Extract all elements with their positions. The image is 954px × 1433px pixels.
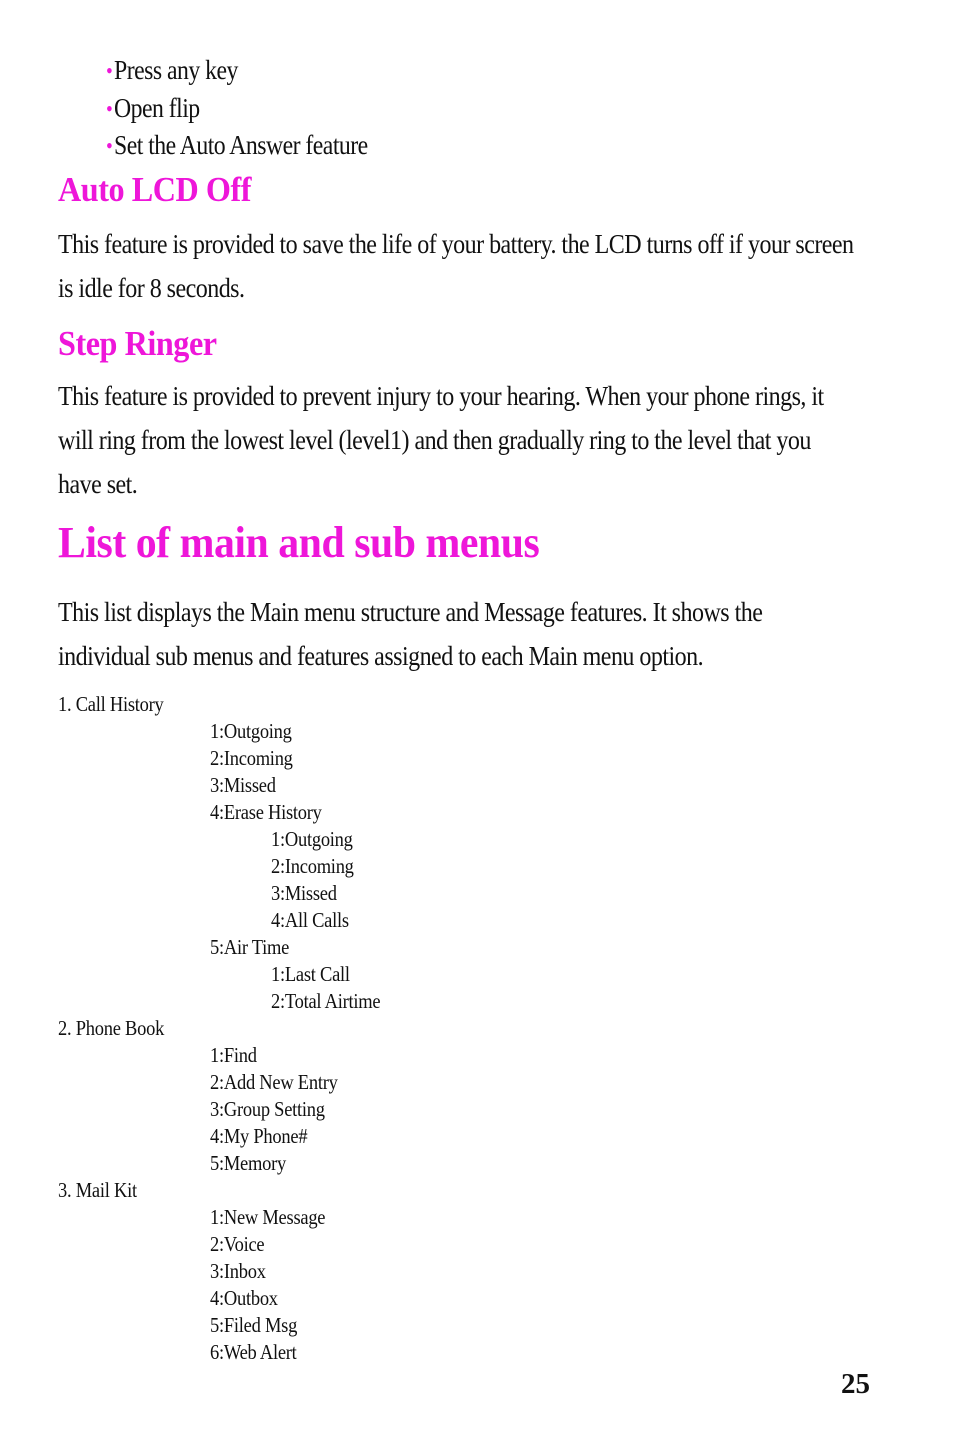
menu-list-heading: List of main and sub menus xyxy=(58,518,540,567)
menu-sub-item: 5:Filed Msg xyxy=(210,1313,298,1337)
menu-sub-item: 2:Voice xyxy=(210,1232,265,1256)
menu-subsub-item: 2:Incoming xyxy=(271,854,354,878)
menu-sub-item: 4:Erase History xyxy=(210,800,322,824)
bullet-icon: • xyxy=(106,133,113,158)
menu-main-item: 2. Phone Book xyxy=(58,1016,165,1040)
auto-lcd-off-paragraph: This feature is provided to save the life of your battery. the LCD turns off if your screen is idle for 8 seconds. xyxy=(58,229,854,303)
menu-sub-item: 4:My Phone# xyxy=(210,1124,308,1148)
bullet-item: •Open flip xyxy=(106,92,200,123)
step-ringer-heading: Step Ringer xyxy=(58,324,217,363)
menu-sub-item: 1:Outgoing xyxy=(210,719,292,743)
page-number: 25 xyxy=(841,1368,870,1400)
menu-sub-item: 1:Find xyxy=(210,1043,257,1067)
menu-main-item: 3. Mail Kit xyxy=(58,1178,137,1202)
menu-subsub-item: 4:All Calls xyxy=(271,908,349,932)
bullet-icon: • xyxy=(106,95,113,121)
menu-sub-item: 3:Inbox xyxy=(210,1259,266,1283)
menu-sub-item: 3:Missed xyxy=(210,773,276,797)
menu-list-paragraph: This list displays the Main menu structure and Message features. It shows the individual sub menus and features assigned to each Main menu option. xyxy=(58,597,763,671)
menu-sub-item: 3:Group Setting xyxy=(210,1097,325,1121)
menu-sub-item: 5:Memory xyxy=(210,1151,287,1175)
step-ringer-paragraph: This feature is provided to prevent injury to your hearing. When your phone rings, it will ring from the lowest level (level1) and then gradually ring to the level that you have set. xyxy=(58,381,824,499)
menu-sub-item: 2:Incoming xyxy=(210,746,293,770)
menu-sub-item: 6:Web Alert xyxy=(210,1340,297,1364)
menu-main-item: 1. Call History xyxy=(58,692,164,716)
menu-sub-item: 5:Air Time xyxy=(210,935,290,959)
feature-bullet-list xyxy=(106,52,403,165)
menu-subsub-item: 3:Missed xyxy=(271,881,337,905)
menu-subsub-item: 1:Last Call xyxy=(271,962,350,986)
menu-sub-item: 1:New Message xyxy=(210,1205,326,1229)
bullet-item: •Press any key xyxy=(106,55,238,85)
menu-sub-item: 4:Outbox xyxy=(210,1286,278,1310)
bullet-icon: • xyxy=(106,58,113,83)
menu-subsub-item: 2:Total Airtime xyxy=(271,989,381,1013)
menu-subsub-item: 1:Outgoing xyxy=(271,827,353,851)
menu-sub-item: 2:Add New Entry xyxy=(210,1070,338,1094)
bullet-item: •Set the Auto Answer feature xyxy=(106,130,368,160)
auto-lcd-off-heading: Auto LCD Off xyxy=(58,170,252,209)
